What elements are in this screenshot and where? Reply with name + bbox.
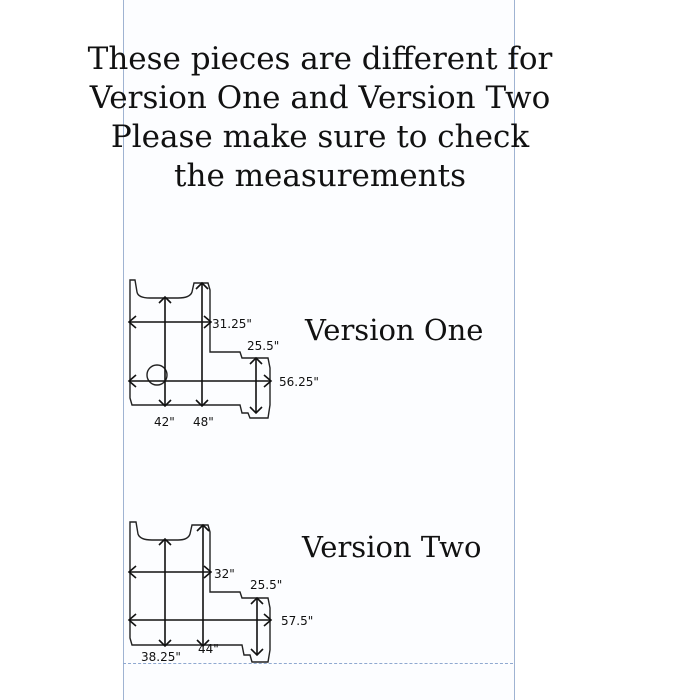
version-two-outline	[130, 522, 270, 662]
version-two-dim-top-width: 32"	[214, 567, 235, 581]
heading-line-2: Version One and Version Two	[89, 80, 551, 116]
version-two-dim-height-b: 44"	[198, 642, 219, 656]
version-two-dim-full-width: 57.5"	[281, 614, 314, 628]
version-one-dim-height-a: 42"	[154, 415, 175, 429]
version-one-label: Version One	[305, 313, 484, 347]
heading-line-4: the measurements	[174, 158, 466, 194]
heading-line-1: These pieces are different for	[87, 41, 553, 77]
heading-line-3: Please make sure to check	[110, 119, 530, 155]
version-two-label: Version Two	[302, 530, 482, 564]
version-one-dim-step: 25.5"	[247, 339, 280, 353]
version-one-dim-top-width: 31.25"	[212, 317, 252, 331]
version-one-dim-height-b: 48"	[193, 415, 214, 429]
version-two-dim-step: 25.5"	[250, 578, 283, 592]
version-one-dim-full-width: 56.25"	[279, 375, 319, 389]
version-two-dim-height-a: 38.25"	[141, 650, 181, 664]
